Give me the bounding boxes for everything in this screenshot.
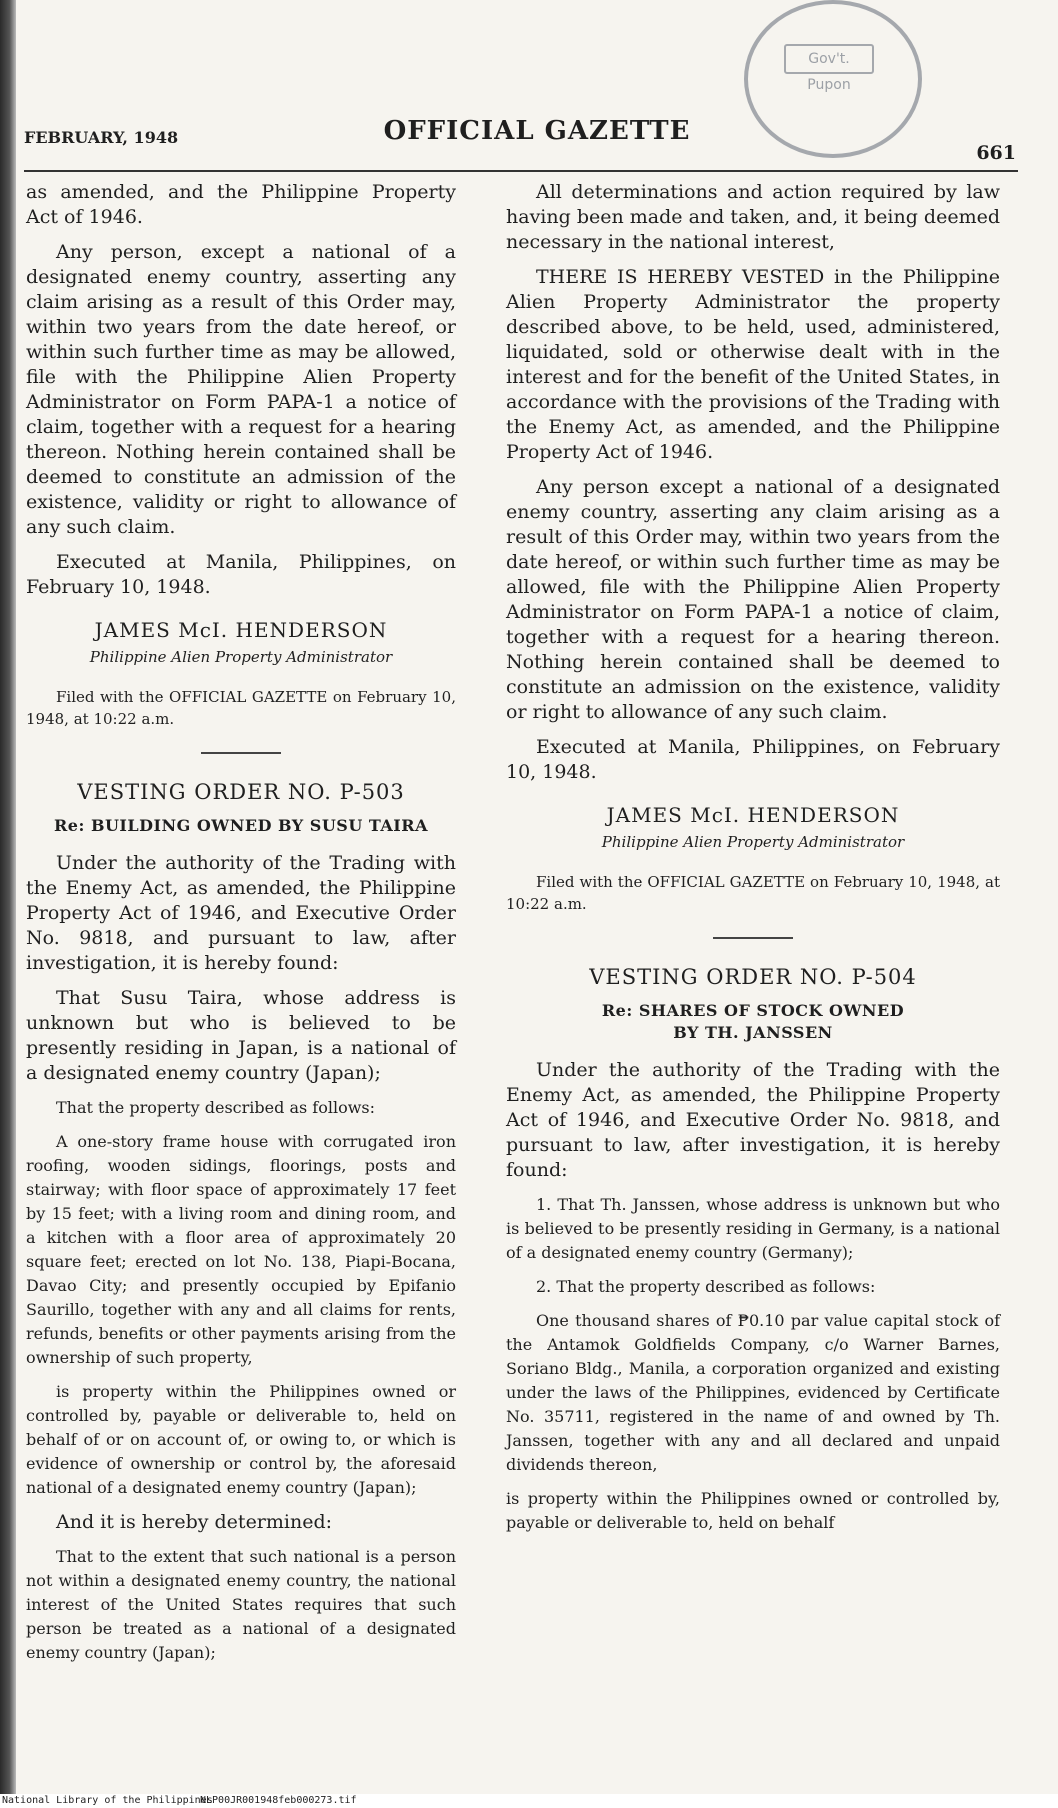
paragraph: That to the extent that such national is a person not within a designated enemy country, the national interest of the United States requires that such person be treated as a national of a designated enemy country (Japan);	[26, 1547, 456, 1662]
paragraph: is property within the Philippines owned or controlled by, payable or deliverable to, held on behalf of or on account of, or owing to, or which is evidence of ownership or control by, the aforesaid national of a designated enemy country (Japan);	[26, 1382, 456, 1497]
paragraph: That Susu Taira, whose address is unknown but who is believed to be presently residing in Japan, is a national of a designated enemy country (Japan);	[26, 987, 456, 1084]
paragraph: One thousand shares of ₱0.10 par value capital stock of the Antamok Goldfields Company, c/o Warner Barnes, Soriano Bldg., Manila, a corporation organized and existing under the laws of the Philippines, evidenced by Certificate No. 35711, registered in the name of and owned by Th. Janssen, together with any and all declared and unpaid dividends thereon,	[506, 1311, 1000, 1474]
signer-name: JAMES McI. HENDERSON	[94, 618, 388, 642]
paragraph: 2. That the property described as follows:	[536, 1277, 876, 1296]
library-credit: National Library of the Philippines	[2, 1795, 213, 1806]
signer-name: JAMES McI. HENDERSON	[606, 803, 900, 827]
filed-note: Filed with the OFFICIAL GAZETTE on February 10, 1948, at 10:22 a.m.	[506, 873, 1000, 913]
order-title: VESTING ORDER NO. P-504	[589, 965, 917, 989]
paragraph: as amended, and the Philippine Property Act of 1946.	[26, 181, 456, 228]
paragraph: A one-story frame house with corrugated iron roofing, wooden sidings, floorings, posts and stairway; with floor space of approximately 17 feet by 15 feet; with a living room and dining room, and a kitchen with a floor area of approximately 20 square feet; erected on lot No. 138, Piapi-Bocana, Davao City; and presently occupied by Epifanio Saurillo, together with any and all claims for rents, refunds, benefits or other payments arising from the ownership of such property,	[26, 1132, 456, 1367]
scan-filename: NLP00JR001948feb000273.tif	[200, 1795, 357, 1806]
order-subject	[506, 1000, 1000, 1044]
stamp-label: Gov't. Pupon	[784, 44, 874, 74]
paragraph: Executed at Manila, Philippines, on February 10, 1948.	[506, 736, 1000, 783]
section-divider	[201, 752, 281, 754]
filed-note: Filed with the OFFICIAL GAZETTE on February 10, 1948, at 10:22 a.m.	[26, 688, 456, 728]
order-subject-line: BY TH. JANSSEN	[673, 1023, 833, 1042]
header-rule	[24, 170, 1018, 172]
signer-title: Philippine Alien Property Administrator	[89, 648, 393, 666]
paragraph: And it is hereby determined:	[56, 1511, 333, 1533]
book-binding	[0, 0, 16, 1808]
right-column	[506, 180, 1000, 1545]
paragraph: 1. That Th. Janssen, whose address is unknown but who is believed to be presently residing in Germany, is a national of a designated enemy country (Germany);	[506, 1195, 1000, 1262]
paragraph: Any person except a national of a designated enemy country, asserting any claim arising as a result of this Order may, within two years from the date hereof, or within such further time as may be allowed, file with the Philippine Alien Property Administrator on Form PAPA-1 a notice of claim, together with a request for a hearing thereon. Nothing herein contained shall be deemed to constitute an admission on the existence, validity or right to allowance of any such claim.	[506, 476, 1000, 723]
left-column	[26, 180, 456, 1675]
paragraph: THERE IS HEREBY VESTED in the Philippine Alien Property Administrator the property described above, to be held, used, administered, liquidated, sold or otherwise dealt with in the interest and for the benefit of the United States, in accordance with the provisions of the Trading with the Enemy Act, as amended, and the Philippine Property Act of 1946.	[506, 266, 1000, 463]
paragraph: Any person, except a national of a designated enemy country, asserting any claim arising as a result of this Order may, within two years from the date hereof, or within such further time as may be allowed, file with the Philippine Alien Property Administrator on Form PAPA-1 a notice of claim, together with a request for a hearing thereon. Nothing herein contained shall be deemed to constitute an admission of the existence, validity or right to allowance of any such claim.	[26, 241, 456, 538]
section-divider	[713, 937, 793, 939]
order-subject-line: Re: SHARES OF STOCK OWNED	[601, 1001, 905, 1020]
issue-date: FEBRUARY, 1948	[24, 128, 179, 147]
scan-footer	[0, 1794, 1058, 1808]
page-number: 661	[976, 142, 1016, 164]
publication-title: OFFICIAL GAZETTE	[383, 116, 691, 146]
paragraph: All determinations and action required by law having been made and taken, and, it being deemed necessary in the national interest,	[506, 181, 1000, 253]
paragraph: Under the authority of the Trading with the Enemy Act, as amended, the Philippine Property Act of 1946, and Executive Order No. 9818, and pursuant to law, after investigation, it is hereby found:	[26, 852, 456, 974]
gazette-page	[16, 0, 1058, 1808]
signer-title: Philippine Alien Property Administrator	[601, 833, 905, 851]
paragraph: is property within the Philippines owned or controlled by, payable or deliverable to, held on behalf	[506, 1489, 1000, 1532]
order-subject: Re: BUILDING OWNED BY SUSU TAIRA	[53, 816, 428, 835]
paragraph: Executed at Manila, Philippines, on February 10, 1948.	[26, 551, 456, 598]
order-title: VESTING ORDER NO. P-503	[77, 780, 405, 804]
paragraph: That the property described as follows:	[56, 1098, 375, 1117]
paragraph: Under the authority of the Trading with the Enemy Act, as amended, the Philippine Property Act of 1946, and Executive Order No. 9818, and pursuant to law, after investigation, it is hereby found:	[506, 1059, 1000, 1181]
